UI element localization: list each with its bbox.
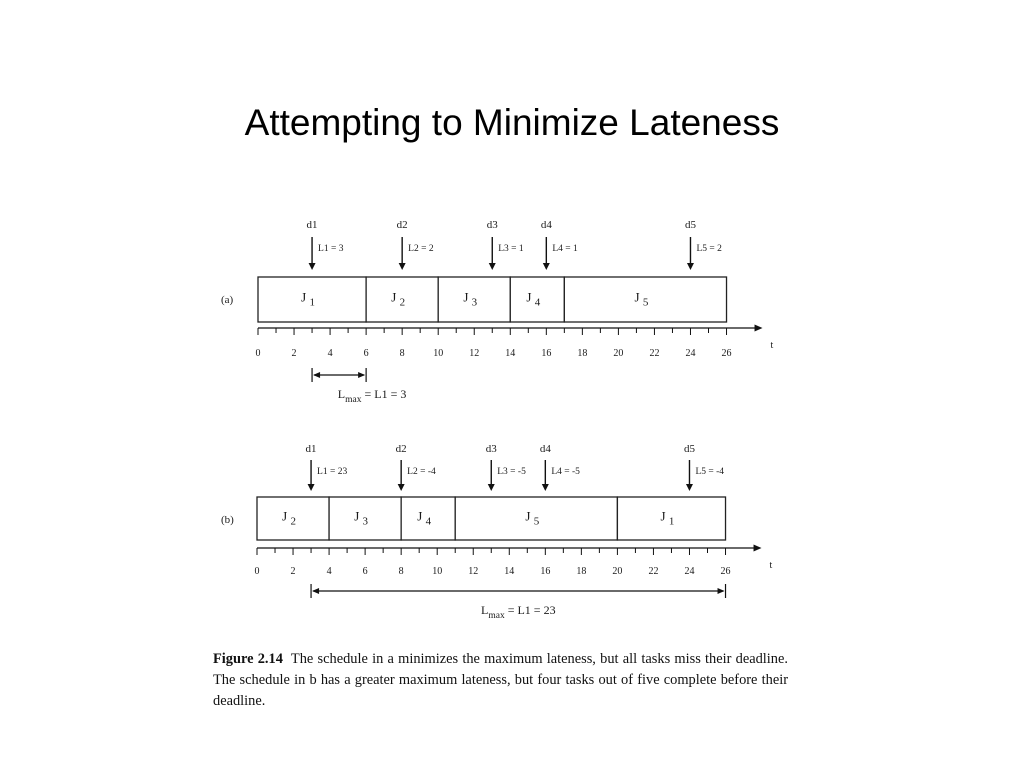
deadline-label: d3 bbox=[486, 219, 498, 231]
axis-tick-label: 16 bbox=[541, 348, 552, 359]
deadline-arrow-head bbox=[489, 263, 496, 270]
lateness-label: L3 = 1 bbox=[498, 244, 524, 254]
lmax-label: $L_{max} = L1 = 23$ bbox=[481, 603, 556, 621]
axis-tick-label: 2 bbox=[290, 566, 296, 577]
job-label: J $_4$ bbox=[417, 508, 432, 528]
lateness-label: L1 = 23 bbox=[317, 467, 348, 477]
lmax-arrow-head bbox=[313, 372, 320, 378]
axis-tick-label: 14 bbox=[504, 566, 515, 577]
lmax-arrow-head bbox=[312, 588, 319, 594]
schedule-label: (a) bbox=[221, 294, 234, 306]
deadline-arrow-head bbox=[542, 484, 549, 491]
axis-variable-label: t bbox=[769, 560, 773, 571]
axis-tick-label: 24 bbox=[684, 566, 695, 577]
axis-variable-label: t bbox=[770, 340, 774, 351]
job-label: J $_3$ bbox=[463, 289, 478, 309]
deadline-label: d1 bbox=[305, 443, 317, 455]
axis-tick-label: 4 bbox=[326, 566, 332, 577]
axis-tick-label: 24 bbox=[685, 348, 696, 359]
deadline-label: d1 bbox=[306, 219, 318, 231]
deadline-arrow-head bbox=[399, 263, 406, 270]
deadline-label: d5 bbox=[683, 443, 695, 455]
axis-tick-label: 6 bbox=[362, 566, 368, 577]
lateness-label: L2 = 2 bbox=[408, 244, 434, 254]
axis-tick-label: 12 bbox=[469, 348, 480, 359]
axis-tick-label: 22 bbox=[649, 348, 660, 359]
axis-tick-label: 8 bbox=[399, 348, 405, 359]
job-label: J $_2$ bbox=[282, 508, 296, 528]
deadline-label: d3 bbox=[485, 443, 497, 455]
axis-tick-label: 2 bbox=[291, 348, 297, 359]
axis-tick-label: 14 bbox=[505, 348, 516, 359]
deadline-arrow-head bbox=[488, 484, 495, 491]
axis-tick-label: 0 bbox=[255, 348, 261, 359]
lmax-arrow-head bbox=[718, 588, 725, 594]
lmax-arrow-head bbox=[358, 372, 365, 378]
axis-tick-label: 12 bbox=[468, 566, 479, 577]
axis-tick-label: 0 bbox=[254, 566, 260, 577]
schedule-label: (b) bbox=[221, 514, 234, 526]
caption-text: The schedule in a minimizes the maximum lateness, but all tasks miss their deadline. The schedule in b has a greater maximum lateness, but four tasks out of five complete before their deadline. bbox=[213, 651, 788, 709]
deadline-label: d2 bbox=[395, 443, 407, 455]
figure-caption bbox=[213, 649, 788, 712]
deadline-arrow-head bbox=[687, 263, 694, 270]
lateness-label: L4 = 1 bbox=[552, 244, 578, 254]
lateness-label: L3 = -5 bbox=[497, 467, 526, 477]
job-label: J $_1$ bbox=[301, 289, 315, 309]
schedule-b bbox=[221, 443, 773, 621]
axis-tick-label: 20 bbox=[612, 566, 623, 577]
axis-arrow-head bbox=[755, 325, 763, 332]
axis-arrow-head bbox=[754, 545, 762, 552]
deadline-arrow-head bbox=[398, 484, 405, 491]
lateness-label: L5 = -4 bbox=[695, 467, 725, 477]
job-label: J $_1$ bbox=[660, 508, 675, 528]
deadline-label: d4 bbox=[540, 219, 552, 231]
deadline-arrow-head bbox=[308, 484, 315, 491]
slide-title: Attempting to Minimize Lateness bbox=[244, 102, 780, 143]
axis-tick-label: 10 bbox=[432, 566, 443, 577]
lmax-label: $L_{max} = L1 = 3$ bbox=[337, 387, 407, 405]
caption-label: Figure 2.14 bbox=[213, 651, 283, 667]
job-label: J $_3$ bbox=[354, 508, 369, 528]
deadline-arrow-head bbox=[309, 263, 316, 270]
axis-tick-label: 10 bbox=[433, 348, 444, 359]
axis-tick-label: 26 bbox=[721, 348, 732, 359]
deadline-arrow-head bbox=[686, 484, 693, 491]
axis-tick-label: 18 bbox=[576, 566, 587, 577]
axis-tick-label: 16 bbox=[540, 566, 551, 577]
lateness-label: L5 = 2 bbox=[696, 244, 722, 254]
axis-tick-label: 6 bbox=[363, 348, 369, 359]
lateness-label: L2 = -4 bbox=[407, 467, 436, 477]
schedule-a bbox=[221, 219, 774, 405]
deadline-label: d2 bbox=[396, 219, 408, 231]
axis-tick-label: 22 bbox=[648, 566, 659, 577]
axis-tick-label: 26 bbox=[720, 566, 731, 577]
lateness-label: L1 = 3 bbox=[318, 244, 344, 254]
job-label: J $_4$ bbox=[526, 289, 541, 309]
job-label: J $_2$ bbox=[391, 289, 406, 309]
deadline-label: d5 bbox=[684, 219, 696, 231]
job-label: J $_5$ bbox=[634, 289, 649, 309]
axis-tick-label: 8 bbox=[398, 566, 404, 577]
deadline-arrow-head bbox=[543, 263, 550, 270]
deadline-label: d4 bbox=[539, 443, 551, 455]
axis-tick-label: 4 bbox=[327, 348, 333, 359]
axis-tick-label: 18 bbox=[577, 348, 588, 359]
axis-tick-label: 20 bbox=[613, 348, 624, 359]
lateness-label: L4 = -5 bbox=[551, 467, 580, 477]
job-label: J $_5$ bbox=[525, 508, 540, 528]
